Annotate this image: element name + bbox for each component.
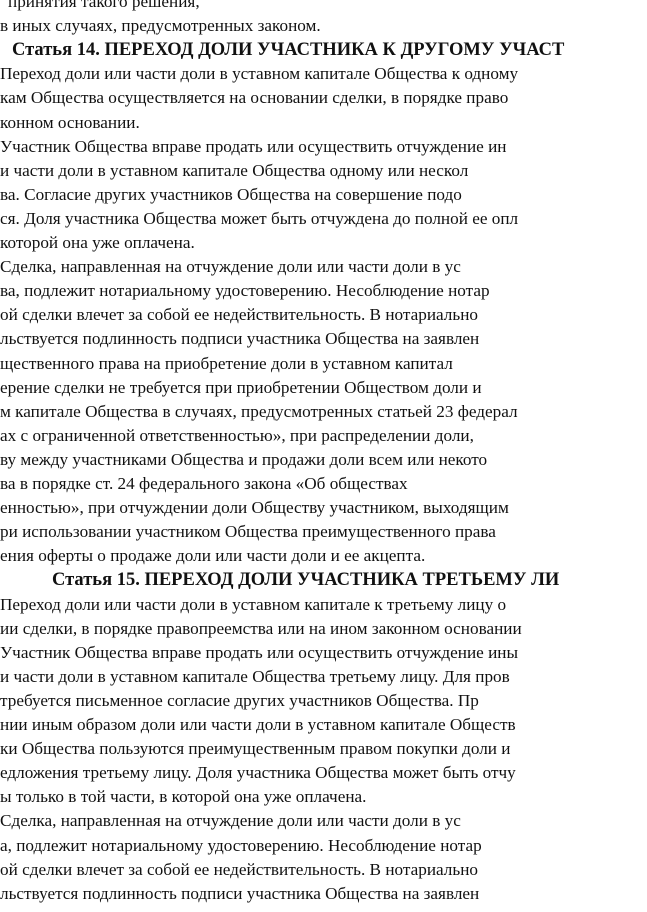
text-line: м капитале Общества в случаях, предусмотренных статьей 23 федерал xyxy=(0,401,518,421)
text-line: Переход доли или части доли в уставном капитале Общества к одному xyxy=(0,64,519,84)
text-line: Участник Общества вправе продать или осуществить отчуждение ины xyxy=(0,642,519,662)
section-heading: Статья 15. ПЕРЕХОД ДОЛИ УЧАСТНИКА ТРЕТЬЕМУ ЛИ xyxy=(52,570,560,591)
text-line: Сделка, направленная на отчуждение доли или части доли в ус xyxy=(0,257,461,277)
text-line: ву между участниками Общества и продажи доли всем или некото xyxy=(0,449,488,469)
text-line: кам Общества осуществляется на основании сделки, в порядке право xyxy=(0,88,509,108)
text-line: ва, подлежит нотариальному удостоверению. Несоблюдение нотар xyxy=(0,281,490,301)
text-line: в иных случаях, предусмотренных законом. xyxy=(0,16,321,36)
text-line: ва. Согласие других участников Общества на совершение подо xyxy=(0,184,462,204)
text-line: Участник Общества вправе продать или осуществить отчуждение ин xyxy=(0,136,507,156)
section-heading: Статья 14. ПЕРЕХОД ДОЛИ УЧАСТНИКА К ДРУГОМУ УЧАСТ xyxy=(12,40,565,61)
text-line: ой сделки влечет за собой ее недействительность. В нотариально xyxy=(0,859,479,879)
text-line: требуется письменное согласие других участников Общества. Пр xyxy=(0,690,479,710)
text-line: Переход доли или части доли в уставном капитале к третьему лицу о xyxy=(0,594,507,614)
text-line: принятия такого решения, xyxy=(8,0,200,11)
text-line: ерение сделки не требуется при приобретении Обществом доли и xyxy=(0,377,482,397)
text-line: енностью», при отчуждении доли Обществу участником, выходящим xyxy=(0,498,509,518)
text-line: которой она уже оплачена. xyxy=(0,233,195,252)
text-line: щественного права на приобретение доли в уставном капитал xyxy=(0,353,453,373)
text-line: а, подлежит нотариальному удостоверению. Несоблюдение нотар xyxy=(0,835,482,855)
text-line: ся. Доля участника Общества может быть отчуждена до полной ее опл xyxy=(0,208,519,228)
text-line: Сделка, направленная на отчуждение доли или части доли в ус xyxy=(0,811,461,831)
text-line: ии сделки, в порядке правопреемства или на ином законном основании xyxy=(0,618,522,638)
text-line: нии иным образом доли или части доли в уставном капитале Обществ xyxy=(0,715,516,734)
text-line: ы только в той части, в которой она уже оплачена. xyxy=(0,787,367,807)
text-line: ри использовании участником Общества преимущественного права xyxy=(0,522,496,542)
text-line: льствуется подлинность подписи участника Общества на заявлен xyxy=(0,329,480,349)
text-line: ой сделки влечет за собой ее недействительность. В нотариально xyxy=(0,305,479,325)
text-line: ах с ограниченной ответственностью», при распределении доли, xyxy=(0,425,474,445)
text-line: и части доли в уставном капитале Общества третьему лицу. Для пров xyxy=(0,666,510,686)
text-line: едложения третьему лицу. Доля участника Общества может быть отчу xyxy=(0,763,516,783)
text-line: ва в порядке ст. 24 федерального закона «Об обществах xyxy=(0,474,408,493)
text-line: и части доли в уставном капитале Общества одному или нескол xyxy=(0,160,469,180)
text-line: ки Общества пользуются преимущественным правом покупки доли и xyxy=(0,739,511,759)
text-line: льствуется подлинность подписи участника Общества на заявлен xyxy=(0,883,480,903)
text-line: ения оферты о продаже доли или части доли и ее акцепта. xyxy=(0,546,426,566)
text-line: конном основании. xyxy=(0,112,140,132)
